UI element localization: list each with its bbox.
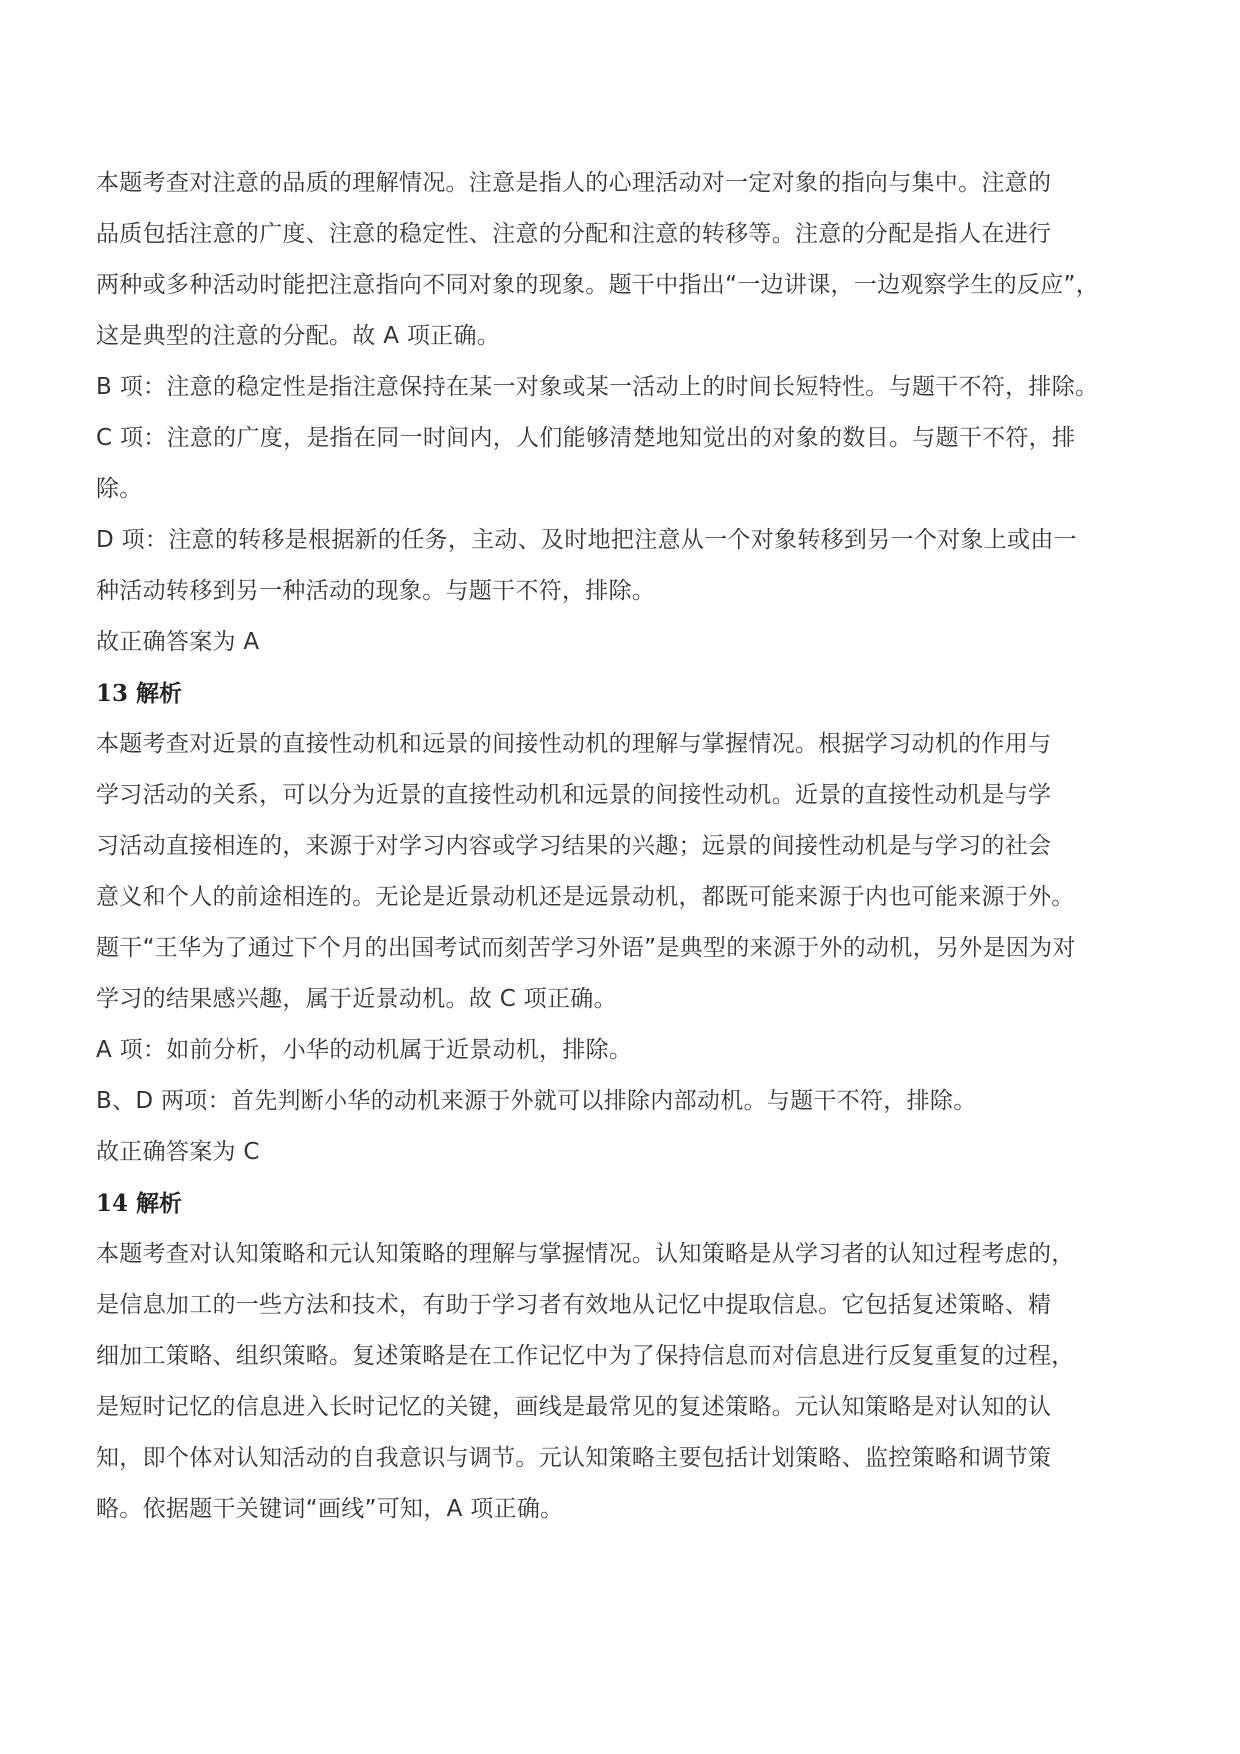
paragraph-line: 本题考查对注意的品质的理解情况。注意是指人的心理活动对一定对象的指向与集中。注意的 bbox=[96, 170, 1052, 196]
paragraph-line: 品质包括注意的广度、注意的稳定性、注意的分配和注意的转移等。注意的分配是指人在进行 bbox=[96, 221, 1052, 247]
paragraph-line: 这是典型的注意的分配。故 A 项正确。 bbox=[96, 323, 501, 349]
paragraph-line: 本题考查对近景的直接性动机和远景的间接性动机的理解与掌握情况。根据学习动机的作用与 bbox=[96, 731, 1052, 757]
section-12-analysis bbox=[96, 158, 1166, 668]
option-c-explanation: C 项：注意的广度，是指在同一时间内，人们能够清楚地知觉出的对象的数目。与题干不符，排 bbox=[96, 425, 1076, 451]
option-bd-explanation: B、D 两项：首先判断小华的动机来源于外就可以排除内部动机。与题干不符，排除。 bbox=[96, 1088, 977, 1114]
option-c-explanation-cont: 除。 bbox=[96, 476, 143, 502]
paragraph-line: 细加工策略、组织策略。复述策略是在工作记忆中为了保持信息而对信息进行反复重复的过程， bbox=[96, 1343, 1075, 1369]
paragraph-line: 两种或多种活动时能把注意指向不同对象的现象。题干中指出“一边讲课，一边观察学生的反应”， bbox=[96, 272, 1100, 298]
document-page bbox=[96, 158, 1166, 1535]
paragraph-line: 本题考查对认知策略和元认知策略的理解与掌握情况。认知策略是从学习者的认知过程考虑的， bbox=[96, 1241, 1075, 1267]
section-13-analysis bbox=[96, 668, 1166, 1178]
option-a-explanation: A 项：如前分析，小华的动机属于近景动机，排除。 bbox=[96, 1037, 633, 1063]
paragraph-line: 意义和个人的前途相连的。无论是近景动机还是远景动机，都既可能来源于内也可能来源于外。 bbox=[96, 884, 1075, 910]
paragraph-line: 学习活动的关系，可以分为近景的直接性动机和远景的间接性动机。近景的直接性动机是与学 bbox=[96, 782, 1052, 808]
correct-answer: 故正确答案为 A bbox=[96, 629, 260, 655]
paragraph-line: 习活动直接相连的，来源于对学习内容或学习结果的兴趣；远景的间接性动机是与学习的社会 bbox=[96, 833, 1052, 859]
paragraph-line: 略。依据题干关键词“画线”可知，A 项正确。 bbox=[96, 1496, 564, 1522]
option-d-explanation: D 项：注意的转移是根据新的任务，主动、及时地把注意从一个对象转移到另一个对象上或由一 bbox=[96, 527, 1077, 553]
paragraph-line: 题干“王华为了通过下个月的出国考试而刻苦学习外语”是典型的来源于外的动机，另外是因为对 bbox=[96, 935, 1076, 961]
section-14-analysis bbox=[96, 1178, 1166, 1535]
section-heading: 14 解析 bbox=[96, 1190, 183, 1217]
correct-answer: 故正确答案为 C bbox=[96, 1139, 260, 1165]
option-b-explanation: B 项：注意的稳定性是指注意保持在某一对象或某一活动上的时间长短特性。与题干不符，排除。 bbox=[96, 374, 1099, 400]
option-d-explanation-cont: 种活动转移到另一种活动的现象。与题干不符，排除。 bbox=[96, 578, 656, 604]
paragraph-line: 学习的结果感兴趣，属于近景动机。故 C 项正确。 bbox=[96, 986, 617, 1012]
section-heading: 13 解析 bbox=[96, 680, 183, 707]
paragraph-line: 是短时记忆的信息进入长时记忆的关键，画线是最常见的复述策略。元认知策略是对认知的认 bbox=[96, 1394, 1052, 1420]
paragraph-line: 是信息加工的一些方法和技术，有助于学习者有效地从记忆中提取信息。它包括复述策略、精 bbox=[96, 1292, 1052, 1318]
paragraph-line: 知，即个体对认知活动的自我意识与调节。元认知策略主要包括计划策略、监控策略和调节策 bbox=[96, 1445, 1052, 1471]
